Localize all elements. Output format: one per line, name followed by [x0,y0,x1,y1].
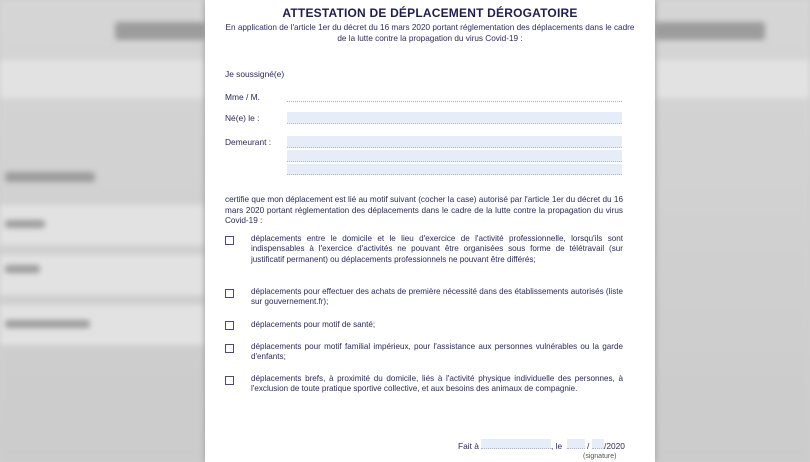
made-at-field[interactable] [481,439,551,449]
document-title: ATTESTATION DE DÉPLACEMENT DÉROGATOIRE [282,6,578,20]
checkbox-shopping[interactable] [225,289,234,298]
certify-paragraph: certifie que mon déplacement est lié au motif suivant (cocher la case) autorisé par l'article 1er du décret du 16 mars 2020 portant réglementation des déplacements dans le cadre de la lutte contre la propagation du virus Covid-19 : [225,195,623,225]
name-field[interactable] [287,92,622,102]
date-separator: / [587,441,590,451]
checkbox-exercise[interactable] [225,376,234,385]
address-field-line-1[interactable] [287,136,622,148]
address-field-line-3[interactable] [287,164,622,175]
birth-date-label: Né(e) le : [225,113,260,123]
name-label: Mme / M. [225,92,260,102]
birth-date-field[interactable] [287,112,622,124]
undersigned-label: Je soussigné(e) [225,69,285,79]
option-exercise-text: déplacements brefs, à proximité du domicile, liés à l'activité physique individuelle des personnes, à l'exclusion de toute pratique sportive collective, et aux besoins des animaux de compagnie. [251,374,623,394]
option-health-text: déplacements pour motif de santé; [251,320,376,329]
made-at-label: Fait à [458,441,479,451]
option-shopping-text: déplacements pour effectuer des achats de première nécessité dans des établissements autorisés (liste sur gouvernement.fr); [251,287,623,307]
month-field[interactable] [592,439,604,449]
background-blur-right [655,0,810,462]
attestation-page [205,0,655,462]
checkbox-health[interactable] [225,321,234,330]
option-family-text: déplacements pour motif familial impérieux, pour l'assistance aux personnes vulnérables ou la garde d'enfants; [251,342,623,362]
checkbox-work[interactable] [225,236,234,245]
option-work-text: déplacements entre le domicile et le lieu d'exercice de l'activité professionnelle, lorsqu'ils sont indispensables à l'exercice d'activités ne pouvant être organisées sous forme de télétravail (sur justificatif permanent) ou déplacements professionnels ne pouvant être différés; [251,234,623,264]
year-text: /2020 [604,441,625,451]
address-label: Demeurant : [225,137,272,147]
date-prefix: , le [551,441,563,451]
signature-label: (signature) [583,453,617,460]
day-field[interactable] [567,439,585,449]
background-blur-left [0,0,205,462]
address-field-line-2[interactable] [287,150,622,162]
document-subtitle: En application de l'article 1er du décret du 16 mars 2020 portant réglementation des déplacements dans le cadre de la lutte contre la propagation du virus Covid-19 : [225,23,635,43]
checkbox-family[interactable] [225,344,234,353]
